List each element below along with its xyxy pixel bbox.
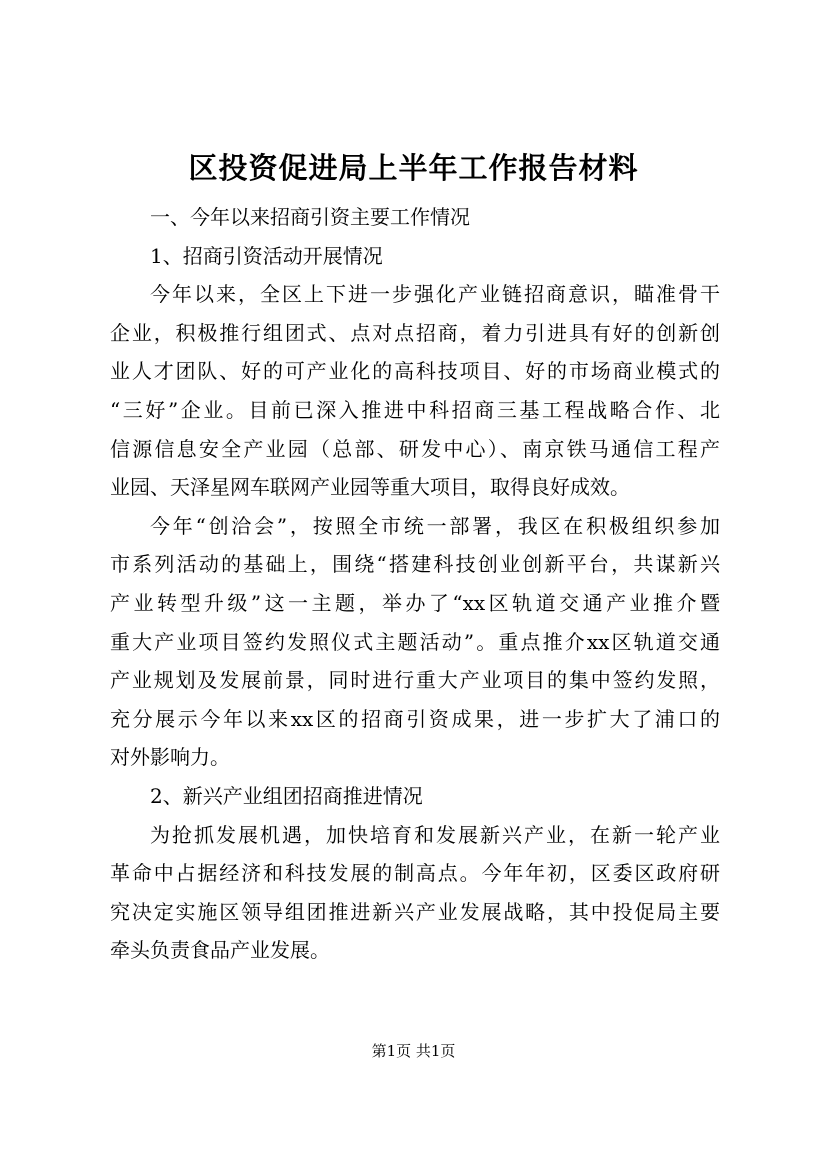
paragraph-line: 业园、天泽星网车联网产业园等重大项目，取得良好成效。 xyxy=(110,475,630,500)
paragraph-line: 产业规划及发展前景，同时进行重大产业项目的集中签约发照， xyxy=(110,668,720,693)
section-heading-1: 一、今年以来招商引资主要工作情况 xyxy=(150,205,470,229)
paragraph-line: 对外影响力。 xyxy=(110,745,230,770)
paragraph-line: 为抢抓发展机遇，加快培育和发展新兴产业，在新一轮产业 xyxy=(150,822,720,847)
document-body xyxy=(110,198,720,970)
paragraph-line: 产业转型升级”这一主题，举办了“xx区轨道交通产业推介暨 xyxy=(110,590,720,615)
paragraph-line: 企业，积极推行组团式、点对点招商，着力引进具有好的创新创 xyxy=(110,320,720,345)
paragraph-line: 业人才团队、好的可产业化的高科技项目、好的市场商业模式的 xyxy=(110,359,720,384)
subsection-heading-2: 2、新兴产业组团招商推进情况 xyxy=(150,783,423,808)
paragraph-line: 究决定实施区领导组团推进新兴产业发展战略，其中投促局主要 xyxy=(110,899,720,924)
paragraph-line: 今年以来，全区上下进一步强化产业链招商意识，瞄准骨干 xyxy=(150,282,720,307)
paragraph-line: 充分展示今年以来xx区的招商引资成果，进一步扩大了浦口的 xyxy=(110,706,720,731)
paragraph-line: 重大产业项目签约发照仪式主题活动”。重点推介xx区轨道交通 xyxy=(110,629,720,654)
paragraph-line: 信源信息安全产业园（总部、研发中心）、南京铁马通信工程产 xyxy=(110,436,720,461)
subsection-heading-1: 1、招商引资活动开展情况 xyxy=(150,243,383,268)
document-title: 区投资促进局上半年工作报告材料 xyxy=(188,151,639,185)
paragraph-line: 牵头负责食品产业发展。 xyxy=(110,938,330,963)
paragraph-line: 今年“创洽会”，按照全市统一部署，我区在积极组织参加 xyxy=(150,513,720,538)
paragraph-line: 市系列活动的基础上，围绕“搭建科技创业创新平台，共谋新兴 xyxy=(110,552,720,577)
paragraph-line: “三好”企业。目前已深入推进中科招商三基工程战略合作、北 xyxy=(110,397,720,422)
page-number-footer: 第1页 共1页 xyxy=(371,1042,456,1060)
paragraph-line: 革命中占据经济和科技发展的制高点。今年年初，区委区政府研 xyxy=(110,861,720,886)
